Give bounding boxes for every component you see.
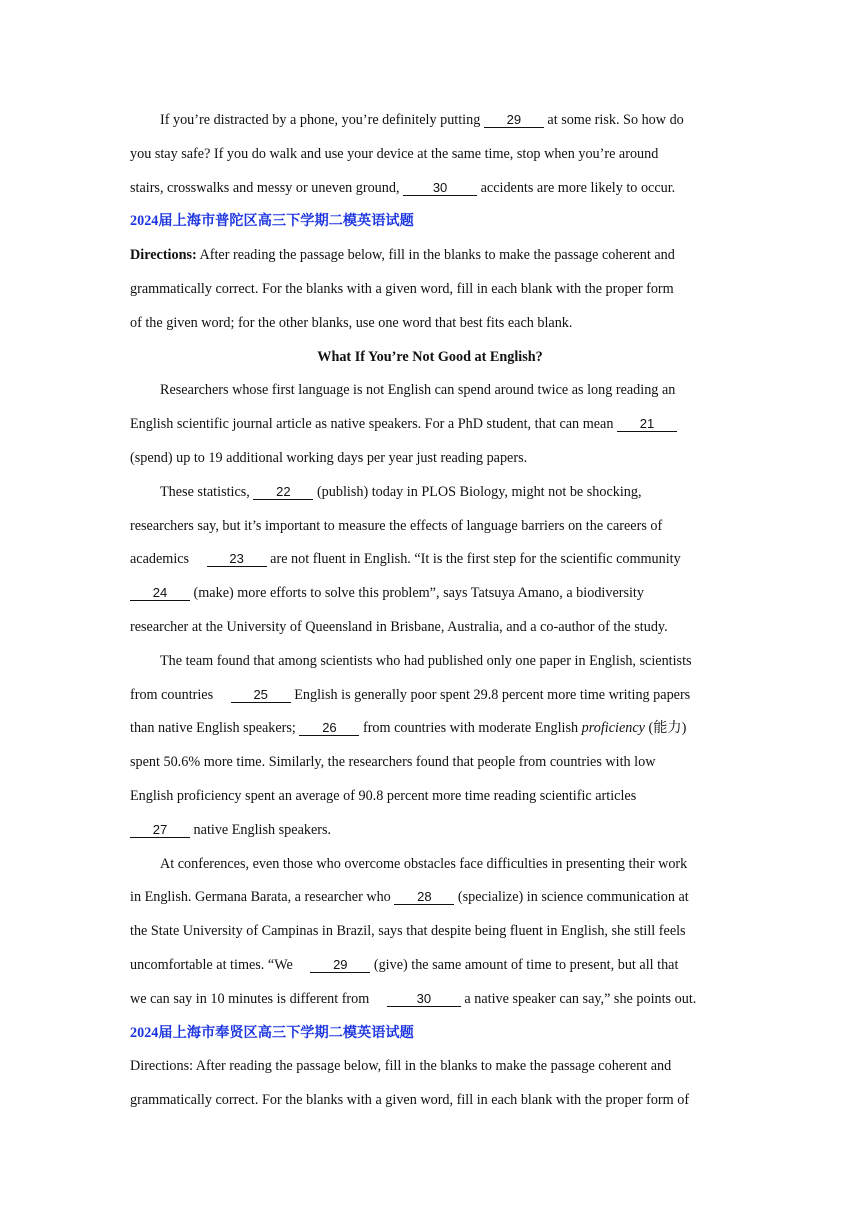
- blank-27: 27: [130, 822, 190, 838]
- blank-23: 23: [207, 551, 267, 567]
- section-heading: 2024届上海市奉贤区高三下学期二模英语试题: [130, 1024, 414, 1041]
- passage-title: What If You’re Not Good at English?: [317, 348, 543, 365]
- text: in English. Germana Barata, a researcher who: [130, 889, 391, 906]
- text-line: [130, 814, 730, 848]
- text: grammatically correct. For the blanks with a given word, fill in each blank with the proper form of: [130, 1092, 690, 1109]
- text-line: [130, 374, 730, 408]
- text-line: [130, 645, 730, 679]
- blank-21: 21: [617, 416, 677, 432]
- text: of the given word; for the other blanks, use one word that best fits each blank.: [130, 314, 573, 331]
- text: (give) the same amount of time to present, but all that: [373, 956, 679, 973]
- text-line: [130, 746, 730, 780]
- directions-label: Directions:: [130, 247, 197, 264]
- text: than native English speakers;: [130, 720, 296, 737]
- text-line: [130, 949, 730, 983]
- text: spent 50.6% more time. Similarly, the researchers found that people from countries with low: [130, 754, 656, 771]
- text-line: [130, 510, 730, 544]
- text: Directions: After reading the passage below, fill in the blanks to make the passage coherent and: [130, 1058, 672, 1075]
- document-page: [130, 104, 730, 1118]
- text-line: [130, 104, 730, 138]
- text-line: [130, 172, 730, 206]
- text: at some risk. So how do: [547, 112, 684, 128]
- text-line: [130, 679, 730, 713]
- text-line: [130, 712, 730, 746]
- text-line: [130, 848, 730, 882]
- text: are not fluent in English. “It is the first step for the scientific community: [270, 551, 681, 568]
- text: a native speaker can say,” she points out.: [464, 990, 697, 1007]
- text-line: [130, 408, 730, 442]
- blank-30: 30: [387, 991, 461, 1007]
- text-line: [130, 476, 730, 510]
- text: researcher at the University of Queensland in Brisbane, Australia, and a co-author of the study.: [130, 618, 668, 635]
- blank-28: 28: [394, 889, 454, 905]
- text: The team found that among scientists who had published only one paper in English, scientists: [160, 652, 692, 669]
- blank-26: 26: [299, 720, 359, 736]
- text: (spend) up to 19 additional working days per year just reading papers.: [130, 449, 528, 466]
- blank-29: 29: [484, 112, 544, 128]
- text: At conferences, even those who overcome obstacles face difficulties in presenting their work: [160, 855, 688, 872]
- directions-line: [130, 273, 730, 307]
- section-heading: 2024届上海市普陀区高三下学期二模英语试题: [130, 213, 414, 230]
- text: you stay safe? If you do walk and use your device at the same time, stop when you’re around: [130, 145, 659, 162]
- text-line: [130, 611, 730, 645]
- text: researchers say, but it’s important to measure the effects of language barriers on the careers of: [130, 517, 663, 534]
- text: academics: [130, 551, 190, 568]
- text: from countries with moderate English: [362, 720, 579, 737]
- text-line: [130, 983, 730, 1017]
- text: stairs, crosswalks and messy or uneven ground,: [130, 179, 400, 196]
- text: English scientific journal article as native speakers. For a PhD student, that can mean: [130, 416, 614, 433]
- directions-line: [130, 239, 730, 273]
- text: accidents are more likely to occur.: [480, 179, 676, 196]
- text: English proficiency spent an average of 90.8 percent more time reading scientific articles: [130, 787, 637, 804]
- text-line: [130, 138, 730, 172]
- text: (specialize) in science communication at: [457, 889, 689, 906]
- blank-24: 24: [130, 585, 190, 601]
- text: (publish) today in PLOS Biology, might not be shocking,: [316, 483, 642, 500]
- text-line: [130, 915, 730, 949]
- text: the State University of Campinas in Brazil, says that despite being fluent in English, she still feels: [130, 923, 686, 940]
- directions-line: [130, 307, 730, 341]
- text: uncomfortable at times. “We: [130, 956, 293, 973]
- directions-line: [130, 1050, 730, 1084]
- text: These statistics,: [160, 483, 250, 500]
- text: native English speakers.: [193, 821, 332, 838]
- text-line: [130, 881, 730, 915]
- text-line: [130, 543, 730, 577]
- text: (能力): [648, 720, 687, 737]
- text: Researchers whose first language is not English can spend around twice as long reading an: [160, 382, 676, 399]
- text: (make) more efforts to solve this problem”, says Tatsuya Amano, a biodiversity: [193, 585, 644, 602]
- text: from countries: [130, 686, 214, 703]
- italic-term: proficiency: [581, 720, 645, 737]
- text: grammatically correct. For the blanks with a given word, fill in each blank with the proper form: [130, 280, 674, 297]
- blank-25: 25: [231, 687, 291, 703]
- text-line: [130, 577, 730, 611]
- blank-29: 29: [310, 957, 370, 973]
- text: we can say in 10 minutes is different from: [130, 990, 370, 1007]
- directions-line: [130, 1084, 730, 1118]
- text-line: [130, 442, 730, 476]
- text-line: [130, 780, 730, 814]
- blank-30: 30: [403, 180, 477, 196]
- text: If you’re distracted by a phone, you’re definitely putting: [160, 112, 481, 128]
- blank-22: 22: [253, 484, 313, 500]
- text: After reading the passage below, fill in the blanks to make the passage coherent and: [199, 247, 675, 264]
- text: English is generally poor spent 29.8 percent more time writing papers: [294, 686, 691, 703]
